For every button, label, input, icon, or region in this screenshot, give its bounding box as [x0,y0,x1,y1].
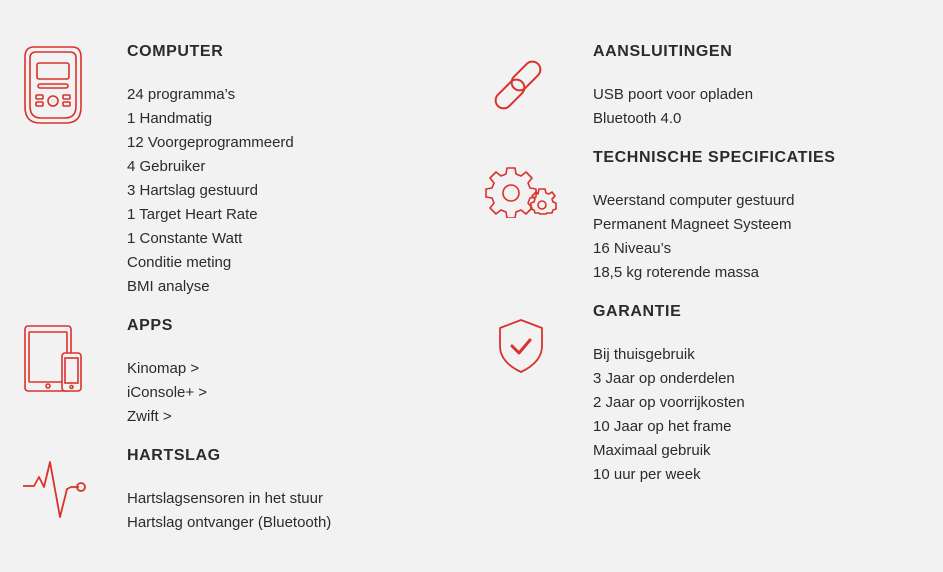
list-item: Permanent Magneet Systeem [593,216,792,233]
list-item: Bij thuisgebruik [593,346,695,363]
list-item: 1 Handmatig [127,110,213,127]
section-apps [127,316,207,429]
section-computer [127,42,294,299]
list-item: 12 Voorgeprogrammeerd [127,134,294,151]
section-aansluitingen [593,42,753,131]
gears-icon [485,166,557,218]
list-item: 24 programma’s [127,86,236,103]
section-title-aansluitingen: AANSLUITINGEN [593,43,733,60]
list-item: Maximaal gebruik [593,442,711,459]
app-link-iconsole[interactable]: iConsole+ > [127,384,208,401]
list-item: Conditie meting [127,254,232,271]
list-item: 18,5 kg roterende massa [593,264,759,281]
list-item: Bluetooth 4.0 [593,110,682,127]
section-title-computer: COMPUTER [127,43,224,60]
section-title-hartslag: HARTSLAG [127,447,221,464]
list-item: 10 uur per week [593,466,701,483]
list-item: USB poort voor opladen [593,86,754,103]
list-item: BMI analyse [127,278,210,295]
list-item: 4 Gebruiker [127,158,206,175]
section-technische-specificaties [593,148,836,285]
list-item: 1 Target Heart Rate [127,206,258,223]
list-item: 2 Jaar op voorrijkosten [593,394,745,411]
section-title-technische-specificaties: TECHNISCHE SPECIFICATIES [593,149,836,166]
section-title-garantie: GARANTIE [593,303,682,320]
list-item: 10 Jaar op het frame [593,418,732,435]
list-item: Weerstand computer gestuurd [593,192,795,209]
console-icon [22,45,84,125]
list-item: 16 Niveau’s [593,240,672,257]
section-garantie [593,302,745,487]
shield-check-icon [497,318,545,374]
list-item: Hartslag ontvanger (Bluetooth) [127,514,332,531]
link-icon [490,56,552,116]
list-item: 1 Constante Watt [127,230,243,247]
section-hartslag [127,446,331,535]
list-item: 3 Hartslag gestuurd [127,182,258,199]
app-link-kinomap[interactable]: Kinomap > [127,360,200,377]
section-title-apps: APPS [127,317,173,334]
heartbeat-icon [22,459,88,521]
tablet-phone-icon [24,324,84,394]
list-item: 3 Jaar op onderdelen [593,370,735,387]
app-link-zwift[interactable]: Zwift > [127,408,172,425]
list-item: Hartslagsensoren in het stuur [127,490,323,507]
